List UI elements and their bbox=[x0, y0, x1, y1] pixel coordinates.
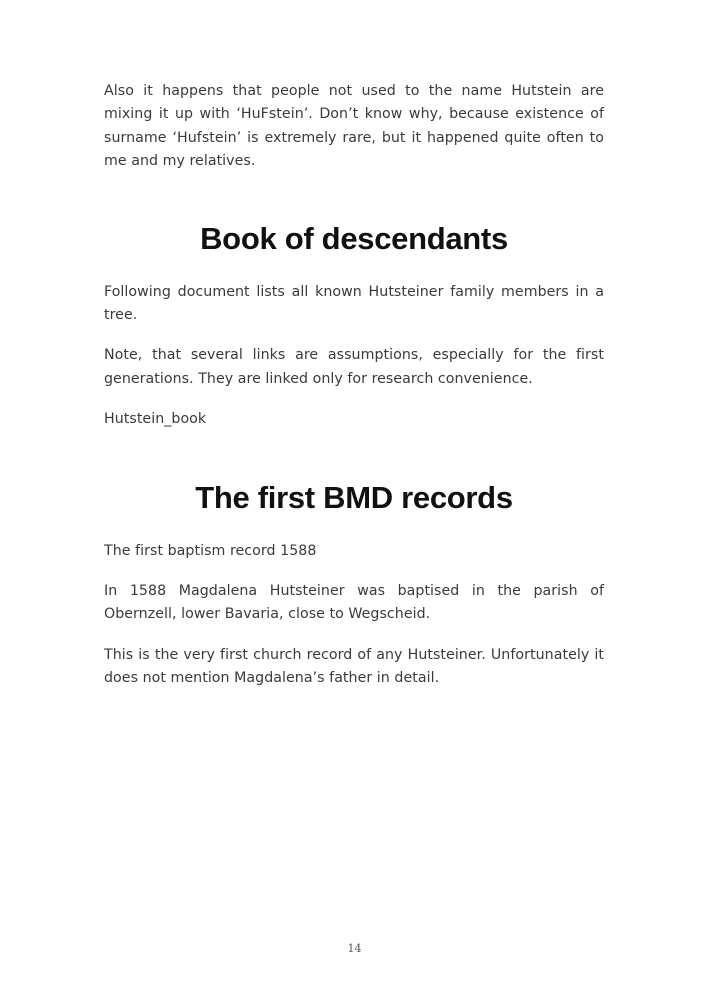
bmd-paragraph-2: In 1588 Magdalena Hutsteiner was baptised in the parish of Obernzell, lower Bavaria, close to Wegscheid. bbox=[104, 583, 604, 623]
page-content bbox=[104, 80, 604, 691]
heading-book-of-descendants: Book of descendants bbox=[200, 220, 508, 256]
descendants-paragraph-2: Note, that several links are assumptions, especially for the first generations. They are linked only for research convenience. bbox=[104, 347, 604, 387]
bmd-paragraph-3: This is the very first church record of any Hutsteiner. Unfortunately it does not mention Magdalena’s father in detail. bbox=[104, 646, 604, 687]
page-number: 14 bbox=[347, 942, 362, 955]
intro-paragraph: Also it happens that people not used to the name Hutstein are mixing it up with ‘HuFstein’. Don’t know why, because existence of surname ‘Hufstein’ is extremely rare, but it happened quite often to me and my relatives. bbox=[104, 83, 604, 170]
hutstein-book-link[interactable]: Hutstein_book bbox=[104, 411, 207, 428]
descendants-paragraph-1: Following document lists all known Hutsteiner family members in a tree. bbox=[104, 283, 604, 324]
heading-first-bmd-records: The first BMD records bbox=[195, 479, 513, 515]
bmd-paragraph-1: The first baptism record 1588 bbox=[104, 542, 317, 559]
